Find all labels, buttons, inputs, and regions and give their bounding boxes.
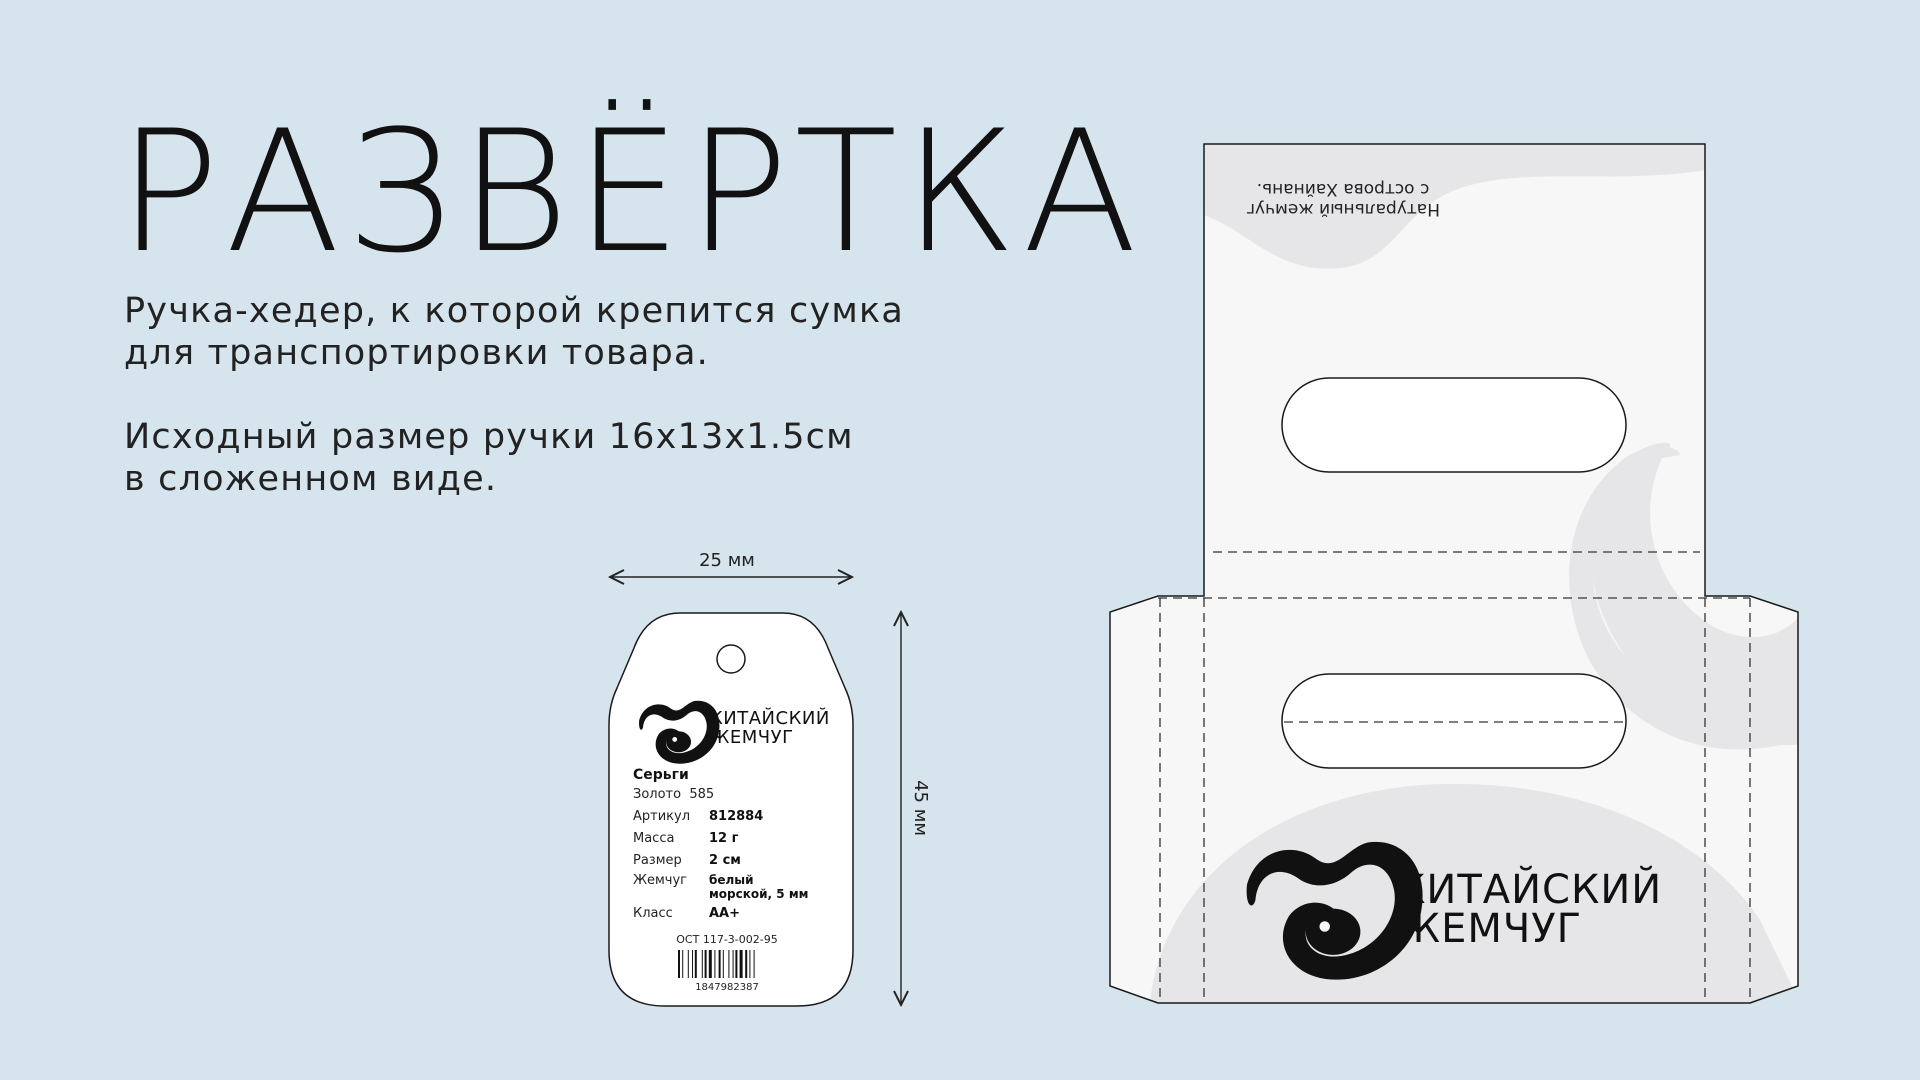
tag-product: Серьги bbox=[633, 767, 689, 783]
barcode-bar bbox=[692, 950, 693, 978]
barcode-bar bbox=[678, 950, 680, 978]
header-dieline bbox=[1110, 144, 1820, 1003]
barcode-bar bbox=[740, 950, 743, 978]
handle-slot-top bbox=[1282, 378, 1626, 472]
tag-brand-line2: ЖЕМЧУГ bbox=[710, 727, 794, 748]
tag-row-value: белый bbox=[709, 873, 754, 887]
tag-barcode-number: 1847982387 bbox=[695, 982, 759, 993]
barcode-bar bbox=[745, 950, 747, 978]
description-line: Ручка-хедер, к которой крепится сумка bbox=[124, 291, 904, 331]
handle-slot-bottom bbox=[1282, 674, 1626, 768]
tagline-line1: Натуральный жемчуг bbox=[1246, 199, 1440, 219]
tag-row-value: 2 см bbox=[709, 853, 741, 868]
tagline-line2: с острова Хайнань. bbox=[1256, 179, 1430, 199]
card-brand-line2: ЖЕМЧУГ bbox=[1397, 906, 1583, 952]
barcode-bar bbox=[749, 950, 750, 978]
description-line: Исходный размер ручки 16x13x1.5см bbox=[124, 417, 854, 457]
description-line: для транспортировки товара. bbox=[124, 333, 709, 373]
price-tag bbox=[609, 550, 931, 1006]
tag-row-label: Масса bbox=[633, 831, 675, 846]
tag-row-value: 812884 bbox=[709, 809, 764, 824]
width-dimension-label: 25 мм bbox=[699, 550, 755, 571]
tagline-upside-down bbox=[1246, 179, 1440, 219]
tag-row-value: AA+ bbox=[709, 906, 741, 921]
barcode-bar bbox=[714, 950, 715, 978]
barcode-bar bbox=[709, 950, 712, 978]
tag-standard: ОСТ 117-3-002-95 bbox=[676, 933, 778, 946]
barcode-bar bbox=[733, 950, 734, 978]
tag-row-label: Артикул bbox=[633, 809, 691, 824]
barcode-bar bbox=[728, 950, 729, 978]
page-title: РАЗВЁРТКА bbox=[118, 94, 1144, 290]
barcode-bar bbox=[702, 950, 703, 978]
tag-metal: Золото 585 bbox=[633, 787, 715, 802]
barcode-bar bbox=[688, 950, 689, 978]
tag-row-label: Жемчуг bbox=[633, 873, 688, 888]
tag-row-label: Размер bbox=[633, 853, 682, 868]
tag-row-value: 12 г bbox=[709, 831, 739, 846]
tag-brand-line1: КИТАЙСКИЙ bbox=[710, 708, 830, 729]
tag-row-label: Класс bbox=[633, 906, 673, 921]
tag-row-value-2: морской, 5 мм bbox=[709, 887, 809, 901]
barcode-bar bbox=[695, 950, 697, 978]
description-line: в сложенном виде. bbox=[124, 459, 498, 499]
tag-hole bbox=[717, 645, 745, 673]
barcode-bar bbox=[705, 950, 707, 978]
barcode-bar bbox=[754, 950, 755, 978]
height-dimension-label: 45 мм bbox=[910, 780, 931, 836]
barcode-bar bbox=[735, 950, 737, 978]
barcode-bar bbox=[719, 950, 721, 978]
barcode-bar bbox=[723, 950, 724, 978]
barcode-bar bbox=[682, 950, 683, 978]
card-brand-line1: КИТАЙСКИЙ bbox=[1397, 867, 1663, 913]
